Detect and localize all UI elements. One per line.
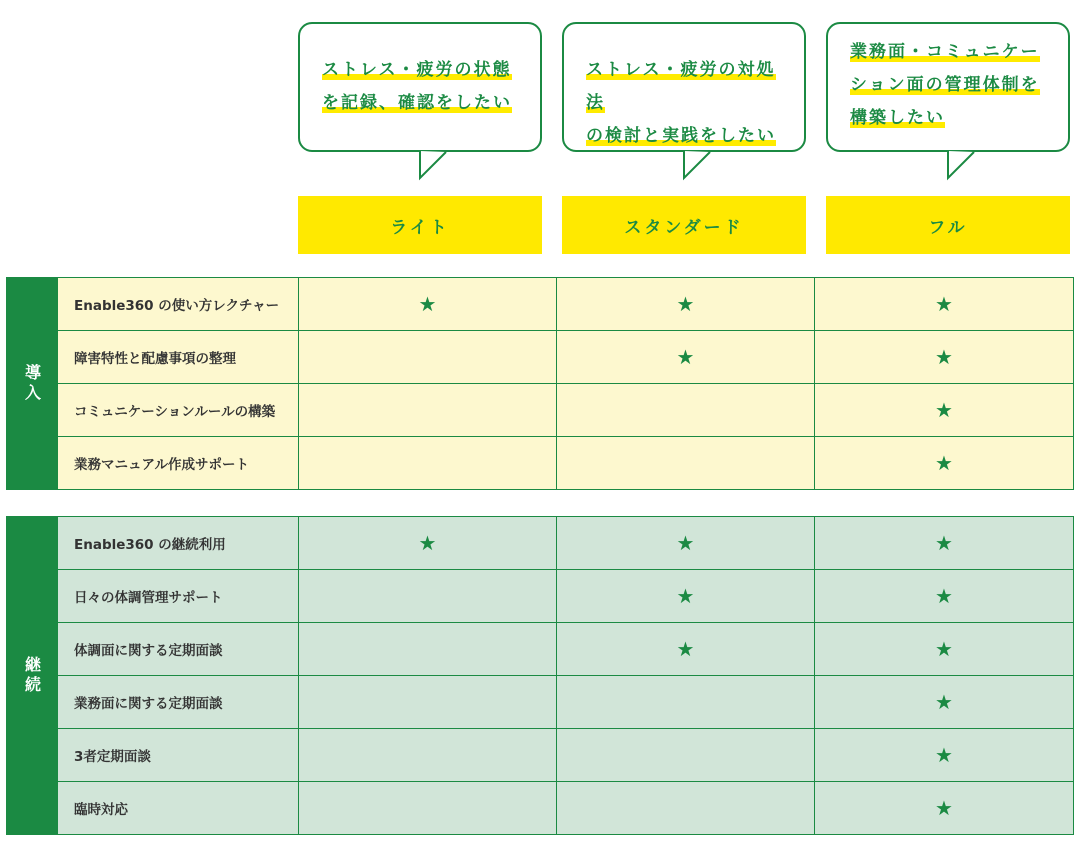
star-icon: ★	[676, 531, 695, 555]
plan-cell	[814, 623, 1074, 676]
plan-cell	[814, 570, 1074, 623]
row-label: 体調面に関する定期面談	[58, 623, 298, 676]
bubble-standard-text: ストレス・疲労の対処法 の検討と実践をしたい	[586, 60, 776, 146]
star-icon: ★	[935, 637, 953, 661]
star-icon: ★	[935, 531, 953, 555]
star-icon: ★	[935, 345, 953, 369]
bubble-tail-icon	[944, 152, 988, 182]
row-label: 障害特性と配慮事項の整理	[58, 331, 298, 384]
row-label: Enable360 の使い方レクチャー	[58, 278, 298, 331]
plan-cell	[298, 782, 556, 835]
plan-cell	[814, 437, 1074, 490]
plan-cell	[814, 384, 1074, 437]
plan-cell	[298, 517, 556, 570]
plan-cell	[298, 437, 556, 490]
plan-cell	[556, 782, 814, 835]
bubble-light	[298, 22, 542, 152]
star-icon: ★	[935, 584, 953, 608]
star-icon: ★	[935, 451, 953, 475]
star-icon: ★	[418, 292, 437, 316]
row-label: 臨時対応	[58, 782, 298, 835]
plan-cell	[298, 570, 556, 623]
plan-cell	[814, 676, 1074, 729]
plan-cell	[556, 729, 814, 782]
plan-cell	[814, 729, 1074, 782]
plan-cell	[556, 437, 814, 490]
plan-cell	[298, 384, 556, 437]
star-icon: ★	[935, 796, 953, 820]
star-icon: ★	[676, 292, 695, 316]
star-icon: ★	[935, 292, 953, 316]
bubble-standard	[562, 22, 806, 152]
star-icon: ★	[676, 584, 695, 608]
plan-cell	[298, 331, 556, 384]
row-label: 3者定期面談	[58, 729, 298, 782]
section-label: 導入	[6, 278, 58, 490]
plan-header-full: フル	[826, 196, 1070, 254]
plan-header-standard: スタンダード	[562, 196, 806, 254]
plan-cell	[814, 517, 1074, 570]
bubble-full-text: 業務面・コミュニケー ション面の管理体制を 構築したい	[850, 42, 1040, 128]
row-label: Enable360 の継続利用	[58, 517, 298, 570]
plan-cell	[556, 517, 814, 570]
section-label: 継続	[6, 517, 58, 835]
star-icon: ★	[676, 637, 695, 661]
plan-cell	[556, 570, 814, 623]
bubble-light-text: ストレス・疲労の状態 を記録、確認をしたい	[322, 60, 512, 113]
plan-cell	[556, 331, 814, 384]
plan-cell	[298, 729, 556, 782]
plan-header-light: ライト	[298, 196, 542, 254]
plan-cell	[814, 331, 1074, 384]
star-icon: ★	[676, 345, 695, 369]
bubble-full	[826, 22, 1070, 152]
plan-cell	[814, 278, 1074, 331]
plan-cell	[298, 676, 556, 729]
plan-cell	[298, 623, 556, 676]
bubble-tail-icon	[680, 152, 724, 182]
plan-cell	[556, 384, 814, 437]
row-label: 日々の体調管理サポート	[58, 570, 298, 623]
plan-cell	[298, 278, 556, 331]
plan-cell	[556, 676, 814, 729]
star-icon: ★	[418, 531, 437, 555]
plan-cell	[814, 782, 1074, 835]
needs-bubbles	[0, 0, 1080, 190]
row-label: 業務面に関する定期面談	[58, 676, 298, 729]
row-label: コミュニケーションルールの構築	[58, 384, 298, 437]
plan-cell	[556, 623, 814, 676]
bubble-tail-icon	[416, 152, 460, 182]
section-intro	[6, 277, 1074, 490]
plan-cell	[556, 278, 814, 331]
star-icon: ★	[935, 398, 953, 422]
star-icon: ★	[935, 743, 953, 767]
section-continuation	[6, 516, 1074, 835]
star-icon: ★	[935, 690, 953, 714]
row-label: 業務マニュアル作成サポート	[58, 437, 298, 490]
